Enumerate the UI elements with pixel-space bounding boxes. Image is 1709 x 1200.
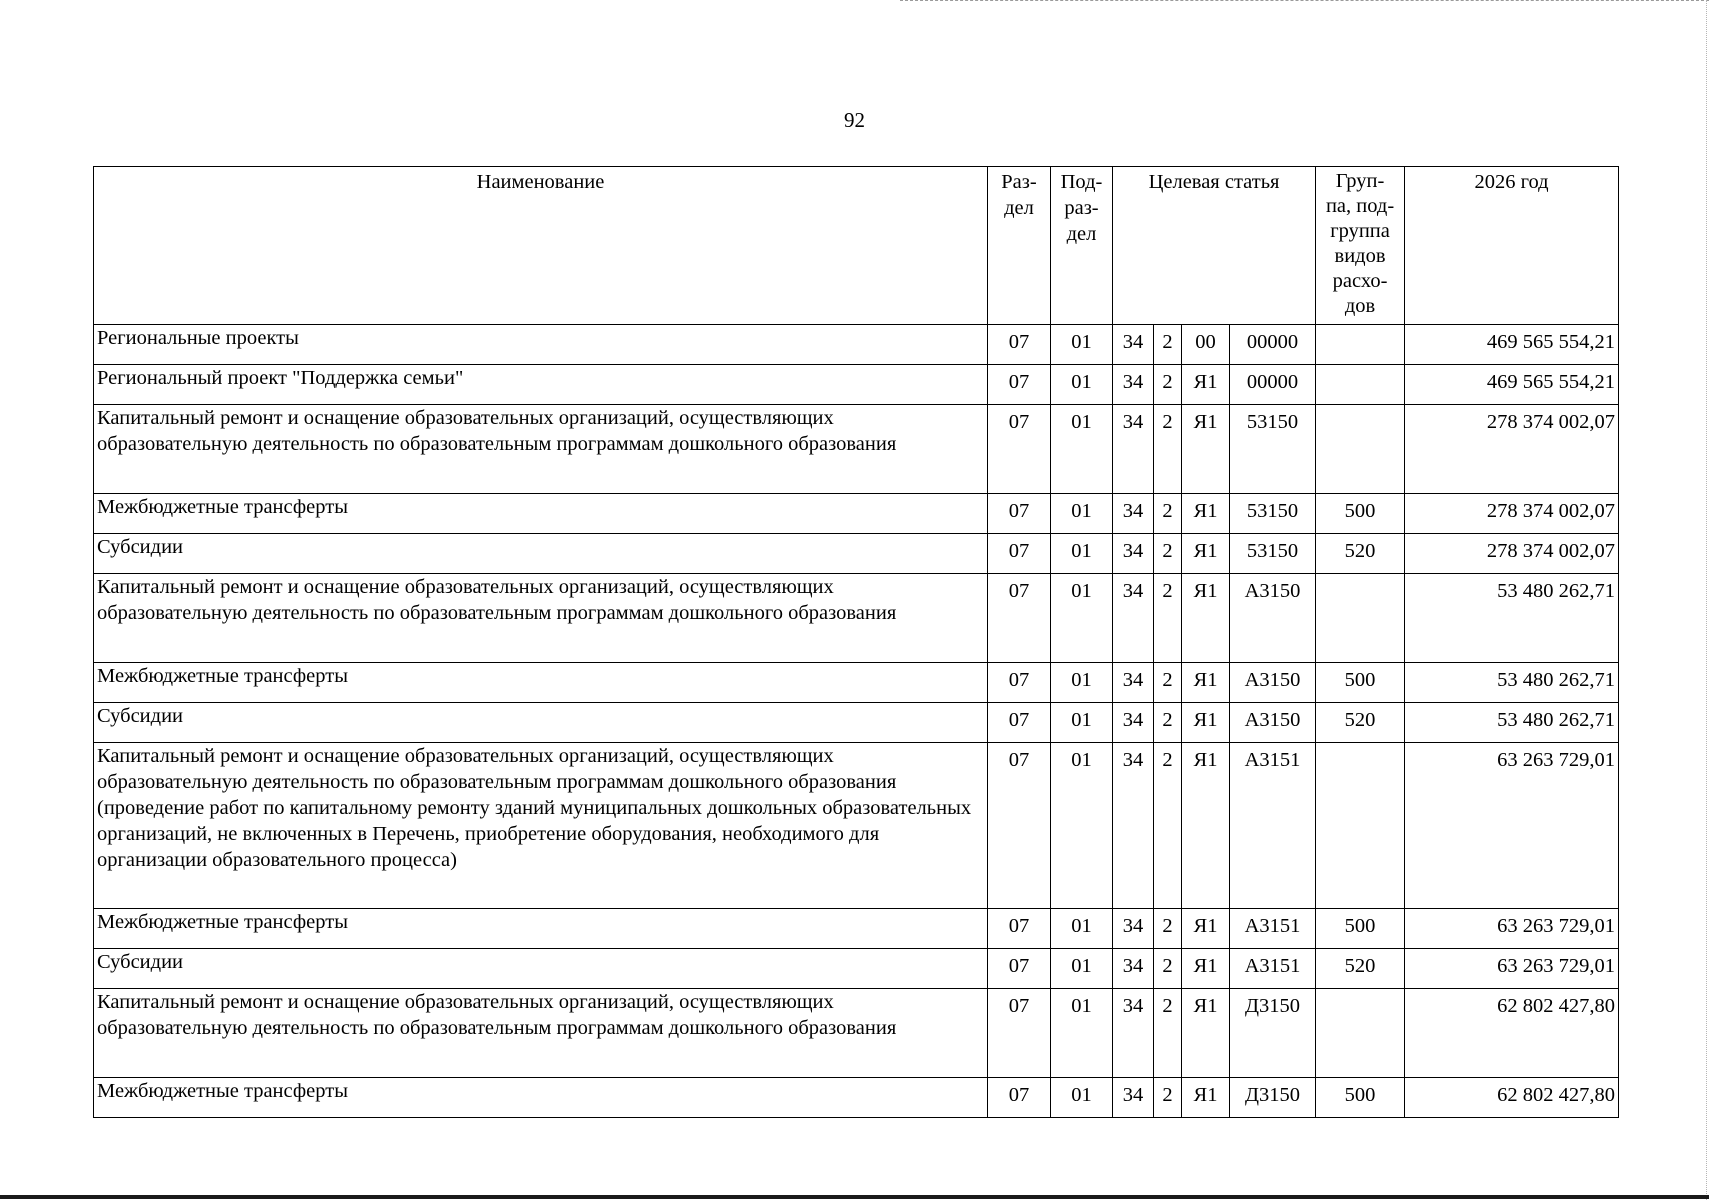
row-name: Субсидии — [94, 949, 988, 989]
row-section: 07 — [988, 325, 1051, 365]
row-target-project: Я1 — [1182, 989, 1230, 1078]
table-row — [94, 574, 1619, 663]
row-target-direction: А3151 — [1230, 949, 1316, 989]
table-row — [94, 405, 1619, 494]
table-row — [94, 949, 1619, 989]
row-target-project: Я1 — [1182, 365, 1230, 405]
row-amount: 63 263 729,01 — [1405, 743, 1619, 909]
row-subsection: 01 — [1051, 989, 1113, 1078]
row-target-program: 34 — [1113, 949, 1154, 989]
row-section: 07 — [988, 1078, 1051, 1118]
row-target-program: 34 — [1113, 1078, 1154, 1118]
row-name: Капитальный ремонт и оснащение образовательных организаций, осуществляющих образовательную деятельность по образовательным программам дошкольного образования — [94, 405, 988, 494]
row-target-program: 34 — [1113, 405, 1154, 494]
row-target-direction: А3150 — [1230, 574, 1316, 663]
row-name: Межбюджетные трансферты — [94, 663, 988, 703]
row-name: Субсидии — [94, 703, 988, 743]
row-amount: 278 374 002,07 — [1405, 405, 1619, 494]
row-name: Капитальный ремонт и оснащение образовательных организаций, осуществляющих образовательную деятельность по образовательным программам дошкольного образования — [94, 989, 988, 1078]
row-target-project: Я1 — [1182, 574, 1230, 663]
table-row — [94, 325, 1619, 365]
row-amount: 278 374 002,07 — [1405, 494, 1619, 534]
row-expense-group — [1316, 365, 1405, 405]
table-row — [94, 909, 1619, 949]
row-target-direction: А3150 — [1230, 703, 1316, 743]
row-target-type: 2 — [1154, 494, 1182, 534]
row-amount: 63 263 729,01 — [1405, 909, 1619, 949]
row-target-type: 2 — [1154, 405, 1182, 494]
row-target-type: 2 — [1154, 1078, 1182, 1118]
row-target-project: Я1 — [1182, 949, 1230, 989]
row-target-type: 2 — [1154, 534, 1182, 574]
row-target-direction: 00000 — [1230, 325, 1316, 365]
row-target-type: 2 — [1154, 949, 1182, 989]
row-target-project: Я1 — [1182, 743, 1230, 909]
row-subsection: 01 — [1051, 743, 1113, 909]
row-target-project: Я1 — [1182, 703, 1230, 743]
row-target-type: 2 — [1154, 325, 1182, 365]
row-target-direction: Д3150 — [1230, 989, 1316, 1078]
row-subsection: 01 — [1051, 1078, 1113, 1118]
row-target-project: Я1 — [1182, 494, 1230, 534]
row-expense-group — [1316, 325, 1405, 365]
table-row — [94, 703, 1619, 743]
row-subsection: 01 — [1051, 949, 1113, 989]
row-name: Региональный проект "Поддержка семьи" — [94, 365, 988, 405]
row-subsection: 01 — [1051, 365, 1113, 405]
row-amount: 278 374 002,07 — [1405, 534, 1619, 574]
row-target-type: 2 — [1154, 743, 1182, 909]
row-amount: 53 480 262,71 — [1405, 703, 1619, 743]
row-target-program: 34 — [1113, 663, 1154, 703]
row-target-type: 2 — [1154, 663, 1182, 703]
row-expense-group: 520 — [1316, 534, 1405, 574]
row-target-direction: 00000 — [1230, 365, 1316, 405]
row-section: 07 — [988, 743, 1051, 909]
table-row — [94, 989, 1619, 1078]
table-row — [94, 534, 1619, 574]
table-body — [94, 325, 1619, 1118]
budget-table — [93, 166, 1619, 1118]
row-subsection: 01 — [1051, 909, 1113, 949]
row-section: 07 — [988, 365, 1051, 405]
row-target-program: 34 — [1113, 534, 1154, 574]
row-name: Капитальный ремонт и оснащение образовательных организаций, осуществляющих образовательную деятельность по образовательным программам дошкольного образования (проведение работ по капитальному ремонту зданий муниципальных дошкольных образовательных организаций, не включенных в Перечень, приобретение оборудования, необходимого для организации образовательного процесса) — [94, 743, 988, 909]
row-target-program: 34 — [1113, 365, 1154, 405]
row-expense-group — [1316, 405, 1405, 494]
row-amount: 53 480 262,71 — [1405, 663, 1619, 703]
header-section: Раз- дел — [988, 167, 1051, 325]
row-target-type: 2 — [1154, 703, 1182, 743]
row-subsection: 01 — [1051, 494, 1113, 534]
row-target-type: 2 — [1154, 909, 1182, 949]
row-subsection: 01 — [1051, 405, 1113, 494]
header-year: 2026 год — [1405, 167, 1619, 325]
row-target-type: 2 — [1154, 574, 1182, 663]
row-target-program: 34 — [1113, 494, 1154, 534]
row-expense-group: 500 — [1316, 909, 1405, 949]
header-subsection: Под- раз- дел — [1051, 167, 1113, 325]
row-expense-group — [1316, 574, 1405, 663]
row-expense-group — [1316, 743, 1405, 909]
row-amount: 469 565 554,21 — [1405, 325, 1619, 365]
row-name: Субсидии — [94, 534, 988, 574]
row-expense-group: 500 — [1316, 1078, 1405, 1118]
row-section: 07 — [988, 534, 1051, 574]
table-row — [94, 1078, 1619, 1118]
header-expense-group: Груп- па, под- группа видов расхо- дов — [1316, 167, 1405, 325]
table-row — [94, 663, 1619, 703]
header-name: Наименование — [94, 167, 988, 325]
row-amount: 63 263 729,01 — [1405, 949, 1619, 989]
row-subsection: 01 — [1051, 703, 1113, 743]
row-expense-group: 520 — [1316, 703, 1405, 743]
row-target-program: 34 — [1113, 743, 1154, 909]
row-target-direction: 53150 — [1230, 405, 1316, 494]
row-name: Межбюджетные трансферты — [94, 909, 988, 949]
right-edge-line — [1706, 0, 1707, 1200]
row-target-program: 34 — [1113, 703, 1154, 743]
row-expense-group — [1316, 989, 1405, 1078]
header-row — [94, 167, 1619, 325]
row-section: 07 — [988, 703, 1051, 743]
row-section: 07 — [988, 949, 1051, 989]
row-subsection: 01 — [1051, 534, 1113, 574]
row-amount: 469 565 554,21 — [1405, 365, 1619, 405]
row-target-direction: А3151 — [1230, 909, 1316, 949]
row-name: Межбюджетные трансферты — [94, 1078, 988, 1118]
row-subsection: 01 — [1051, 574, 1113, 663]
row-name: Региональные проекты — [94, 325, 988, 365]
row-amount: 62 802 427,80 — [1405, 989, 1619, 1078]
table-row — [94, 743, 1619, 909]
row-expense-group: 500 — [1316, 494, 1405, 534]
row-target-direction: 53150 — [1230, 534, 1316, 574]
header-target-article: Целевая статья — [1113, 167, 1316, 325]
row-target-project: Я1 — [1182, 663, 1230, 703]
bottom-edge-line — [0, 1195, 1709, 1199]
row-target-type: 2 — [1154, 989, 1182, 1078]
row-target-project: Я1 — [1182, 1078, 1230, 1118]
row-section: 07 — [988, 494, 1051, 534]
row-amount: 62 802 427,80 — [1405, 1078, 1619, 1118]
row-subsection: 01 — [1051, 663, 1113, 703]
row-target-type: 2 — [1154, 365, 1182, 405]
row-target-project: Я1 — [1182, 909, 1230, 949]
row-expense-group: 520 — [1316, 949, 1405, 989]
top-edge-line — [900, 0, 1709, 1]
row-section: 07 — [988, 989, 1051, 1078]
row-name: Капитальный ремонт и оснащение образовательных организаций, осуществляющих образовательную деятельность по образовательным программам дошкольного образования — [94, 574, 988, 663]
row-name: Межбюджетные трансферты — [94, 494, 988, 534]
row-target-program: 34 — [1113, 325, 1154, 365]
row-target-project: Я1 — [1182, 405, 1230, 494]
row-section: 07 — [988, 574, 1051, 663]
row-target-direction: А3150 — [1230, 663, 1316, 703]
row-target-project: 00 — [1182, 325, 1230, 365]
row-expense-group: 500 — [1316, 663, 1405, 703]
row-target-program: 34 — [1113, 989, 1154, 1078]
row-amount: 53 480 262,71 — [1405, 574, 1619, 663]
row-target-direction: А3151 — [1230, 743, 1316, 909]
row-section: 07 — [988, 405, 1051, 494]
row-target-program: 34 — [1113, 574, 1154, 663]
page-number: 92 — [844, 108, 865, 132]
table-row — [94, 494, 1619, 534]
row-target-direction: 53150 — [1230, 494, 1316, 534]
row-section: 07 — [988, 909, 1051, 949]
row-target-direction: Д3150 — [1230, 1078, 1316, 1118]
row-subsection: 01 — [1051, 325, 1113, 365]
row-target-project: Я1 — [1182, 534, 1230, 574]
row-section: 07 — [988, 663, 1051, 703]
table-row — [94, 365, 1619, 405]
row-target-program: 34 — [1113, 909, 1154, 949]
